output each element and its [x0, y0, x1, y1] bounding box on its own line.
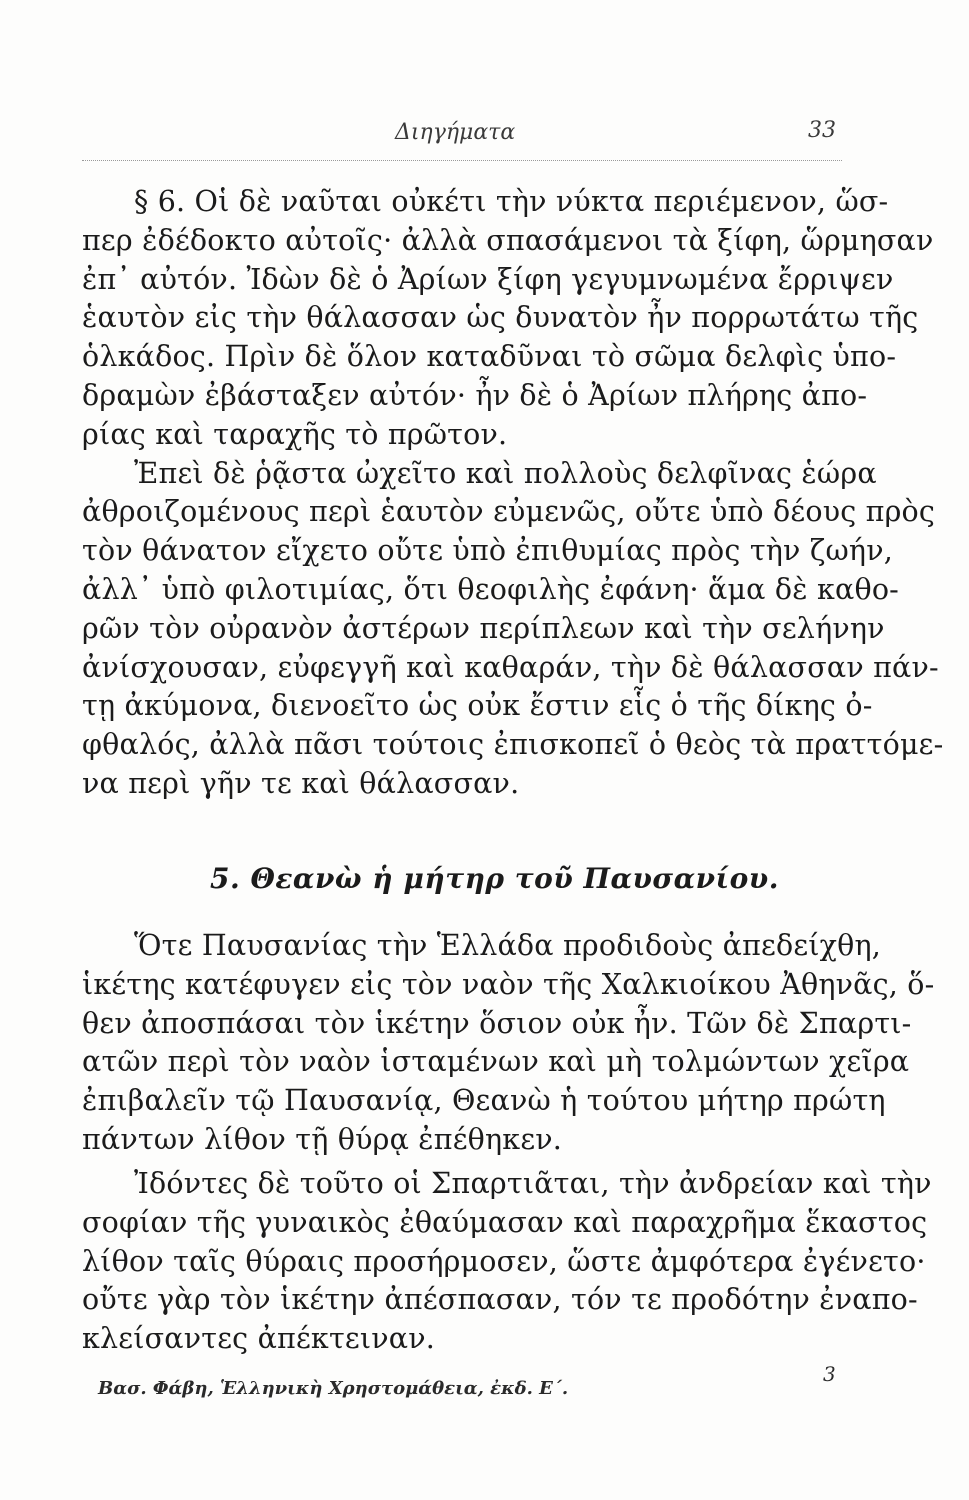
text-line: ατῶν περὶ τὸν ναὸν ἱσταμένων καὶ μὴ τολμώντων χεῖρα: [82, 1045, 910, 1079]
text-line: ἱκέτης κατέφυγεν εἰς τὸν ναὸν τῆς Χαλκιοίκου Ἀθηνᾶς, ὅ-: [82, 967, 935, 1001]
text-line: ἀνίσχουσαν, εὐφεγγῆ καὶ καθαράν, τὴν δὲ θάλασσαν πάν-: [82, 650, 939, 684]
text-line: σοφίαν τῆς γυναικὸς ἐθαύμασαν καὶ παραχρῆμα ἕκαστος: [82, 1205, 928, 1239]
text-line: πάντων λίθον τῇ θύρᾳ ἐπέθηκεν.: [82, 1122, 563, 1156]
text-line: § 6. Οἱ δὲ ναῦται οὐκέτι τὴν νύκτα περιέμενον, ὥσ-: [134, 185, 889, 218]
text-line: Ἐπεὶ δὲ ῥᾷστα ὠχεῖτο καὶ πολλοὺς δελφῖνας ἑώρα: [134, 456, 877, 490]
text-line: ἐπ᾿ αὐτόν. Ἰδὼν δὲ ὁ Ἀρίων ξίφη γεγυμνωμένα ἔρριψεν: [82, 262, 894, 296]
paragraph-spartans: [82, 1165, 932, 1359]
text-line: ἀλλ᾿ ὑπὸ φιλοτιμίας, ὅτι θεοφιλὴς ἐφάνη· ἅμα δὲ καθο-: [82, 572, 900, 606]
paragraph-arion-sailors: [82, 183, 944, 804]
text-line: ἀθροιζομένους περὶ ἑαυτὸν εὐμενῶς, οὔτε ὑπὸ δέους πρὸς: [82, 495, 936, 529]
header-rule: [82, 160, 842, 161]
text-line: ὁλκάδος. Πρὶν δὲ ὅλον καταδῦναι τὸ σῶμα δελφὶς ὑπο-: [82, 340, 897, 374]
text-line: τὸν θάνατον εἴχετο οὔτε ὑπὸ ἐπιθυμίας πρὸς τὴν ζωήν,: [82, 534, 893, 568]
signature-mark: 3: [823, 1362, 836, 1386]
running-title: Διηγήματα: [395, 120, 516, 145]
text-line: ἐπιβαλεῖν τῷ Παυσανίᾳ, Θεανὼ ἡ τούτου μήτηρ πρώτη: [82, 1084, 886, 1118]
text-line: ρῶν τὸν οὐρανὸν ἀστέρων περίπλεων καὶ τὴν σελήνην: [82, 611, 885, 645]
paragraph-theano: [82, 927, 935, 1160]
text-line: Ὅτε Παυσανίας τὴν Ἑλλάδα προδιδοὺς ἀπεδείχθη,: [134, 929, 882, 962]
text-line: ἑαυτὸν εἰς τὴν θάλασσαν ὡς δυνατὸν ἦν πορρωτάτω τῆς: [82, 301, 919, 335]
text-line: οὔτε γὰρ τὸν ἱκέτην ἀπέσπασαν, τόν τε προδότην ἐναπο-: [82, 1283, 918, 1317]
text-line: λίθον ταῖς θύραις προσήρμοσεν, ὥστε ἀμφότερα ἐγένετο·: [82, 1244, 926, 1278]
text-line: ρίας καὶ ταραχῆς τὸ πρῶτον.: [82, 417, 508, 451]
text-line: θεν ἀποσπάσαι τὸν ἱκέτην ὅσιον οὐκ ἦν. Τῶν δὲ Σπαρτι-: [82, 1006, 912, 1040]
footer-imprint: Βασ. Φάβη, Ἑλληνικὴ Χρηστομάθεια, ἐκδ. Ε΄.: [98, 1378, 569, 1399]
text-line: τῃ ἀκύμονα, διενοεῖτο ὡς οὐκ ἔστιν εἷς ὁ τῆς δίκης ὀ-: [82, 689, 873, 723]
text-line: Ἰδόντες δὲ τοῦτο οἱ Σπαρτιᾶται, τὴν ἀνδρείαν καὶ τὴν: [134, 1167, 932, 1200]
text-line: να περὶ γῆν τε καὶ θάλασσαν.: [82, 766, 520, 800]
text-line: φθαλός, ἀλλὰ πᾶσι τούτοις ἐπισκοπεῖ ὁ θεὸς τὰ πραττόμε-: [82, 728, 944, 762]
section-heading: 5. Θεανὼ ἡ μήτηρ τοῦ Παυσανίου.: [210, 862, 779, 895]
text-line: περ ἐδέδοκτο αὐτοῖς· ἀλλὰ σπασάμενοι τὰ ξίφη, ὥρμησαν: [82, 223, 934, 257]
page-number: 33: [808, 118, 836, 143]
text-line: δραμὼν ἐβάσταξεν αὐτόν· ἦν δὲ ὁ Ἀρίων πλήρης ἀπο-: [82, 378, 868, 412]
text-line: κλείσαντες ἀπέκτειναν.: [82, 1322, 436, 1356]
